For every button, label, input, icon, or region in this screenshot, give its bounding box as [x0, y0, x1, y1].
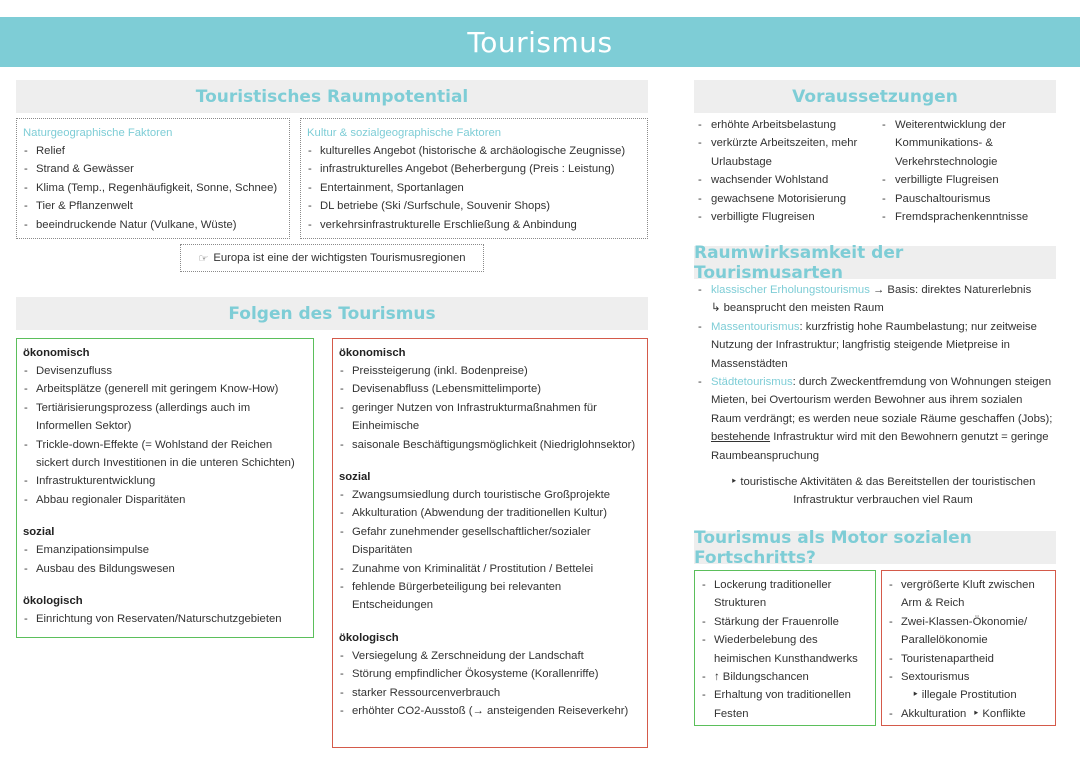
motor-heading: Tourismus als Motor sozialen Fortschritts? [694, 531, 1056, 564]
europa-note-text: Europa ist eine der wichtigsten Tourismusregionen [213, 252, 466, 264]
list-item: - DL betriebe (Ski /Surfschule, Souvenir Shops) [307, 197, 641, 215]
motor-contra-box [881, 570, 1056, 726]
list-item: - Stärkung der Frauenrolle [701, 613, 869, 631]
massentourismus-text: : kurzfristig hohe Raumbelastung; nur zeitweise Nutzung der Infrastruktur; langfristig steigende Mietpreise in Massenstädten [711, 320, 1037, 370]
page-title: Tourismus [467, 25, 613, 59]
list-item: ‣ illegale Prostitution [912, 689, 1017, 702]
list-item: - Zwangsumsiedlung durch touristische Großprojekte [339, 486, 641, 504]
folgen-heading: Folgen des Tourismus [16, 297, 648, 330]
raumwirksamkeit-fazit: ‣ touristische Aktivitäten & das Bereitstellen der touristischen Infrastruktur verbrauchen viel Raum [730, 476, 1036, 507]
list-item: - infrastrukturelles Angebot (Beherbergung (Preis : Leistung) [307, 160, 641, 178]
staedtetourismus-item [697, 373, 1053, 465]
list-item: - geringer Nutzen von Infrastrukturmaßnahmen für Einheimische [339, 399, 641, 436]
list-item: - wachsender Wohlstand [697, 171, 875, 189]
kultur-faktoren-list [307, 142, 641, 234]
list-item: - Fremdsprachenkenntnisse [881, 208, 1051, 226]
list-item: - Erhaltung von traditionellen Festen [701, 686, 869, 723]
list-item: - saisonale Beschäftigungsmöglichkeit (Niedriglohnsektor) [339, 436, 641, 454]
motor-contra-list [888, 576, 1049, 723]
positiv-oek-list [23, 362, 307, 509]
category-label: ökonomisch [23, 347, 90, 359]
raumpotential-heading: Touristisches Raumpotential [16, 80, 648, 113]
category-label: sozial [23, 526, 55, 539]
europa-note [180, 244, 484, 272]
staedtetourismus-term: Städtetourismus [711, 376, 793, 389]
natur-faktoren-title: Naturgeographische Faktoren [23, 127, 173, 139]
list-item: - vergrößerte Kluft zwischen Arm & Reich [888, 576, 1049, 613]
list-item: - erhöhte Arbeitsbelastung [697, 116, 875, 134]
list-item: - Arbeitsplätze (generell mit geringem Know-How) [23, 380, 307, 398]
list-item: - Akkulturation (Abwendung der traditionellen Kultur) [339, 504, 641, 522]
list-item: - Gefahr zunehmender gesellschaftlicher/sozialer Disparitäten [339, 523, 641, 560]
natur-faktoren-box [16, 118, 290, 239]
list-item: - Tertiärisierungsprozess (allerdings auch im Informellen Sektor) [23, 399, 307, 436]
list-item: - verbilligte Flugreisen [697, 208, 875, 226]
list-item: - Abbau regionaler Disparitäten [23, 491, 307, 509]
list-item: - Tier & Pflanzenwelt [23, 197, 283, 215]
massentourismus-term: Massentourismus [711, 320, 800, 333]
list-item: - verbilligte Flugreisen [881, 171, 1051, 189]
list-item: - Preissteigerung (inkl. Bodenpreise) [339, 362, 641, 380]
list-item: - Versiegelung & Zerschneidung der Landschaft [339, 647, 641, 665]
list-item: - ↑ Bildungschancen [701, 668, 869, 686]
motor-pro-box [694, 570, 876, 726]
list-item: - Weiterentwicklung der Kommunikations- & Verkehrstechnologie [881, 116, 1051, 171]
raumwirksamkeit-heading: Raumwirksamkeit der Tourismusarten [694, 246, 1056, 279]
category-label: ökonomisch [339, 347, 406, 359]
positiv-soz-list [23, 541, 307, 578]
negativ-soz-list [339, 486, 641, 615]
voraussetzungen-heading: Voraussetzungen [694, 80, 1056, 113]
list-item: - Zwei-Klassen-Ökonomie/ Parallelökonomie [888, 613, 1049, 650]
voraussetzungen-left-list [697, 116, 875, 226]
folgen-positiv-box [16, 338, 314, 638]
list-item: - starker Ressourcenverbrauch [339, 684, 641, 702]
list-item: - Pauschaltourismus [881, 190, 1051, 208]
category-label: ökologisch [339, 631, 399, 644]
list-item: - verkehrsinfrastrukturelle Erschließung & Anbindung [307, 216, 641, 234]
pointing-hand-icon: ☞ [198, 252, 209, 265]
list-item: - Strand & Gewässer [23, 160, 283, 178]
list-item: - Akkulturation ‣ Konflikte [888, 705, 1049, 723]
list-item: - Relief [23, 142, 283, 160]
erholungstourismus-text: → Basis: direktes Naturerlebnis [873, 284, 1032, 296]
massentourismus-item [697, 318, 1053, 373]
list-item: - Störung empfindlicher Ökosysteme (Korallenriffe) [339, 665, 641, 683]
list-item: - Einrichtung von Reservaten/Naturschutzgebieten [23, 610, 307, 628]
staedtetourismus-text: : durch Zweckentfremdung von Wohnungen steigen Mieten, bei Overtourism werden Bewohner aus ihrem sozialen Raum verdrängt; es werden neue soziale Räume geschaffen (Jobs); [711, 376, 1053, 425]
list-item: - Infrastrukturentwicklung [23, 472, 307, 490]
motor-pro-list [701, 576, 869, 723]
erholungstourismus-sub: ↳ beansprucht den meisten Raum [711, 302, 884, 315]
list-item: - verkürzte Arbeitszeiten, mehr Urlaubstage [697, 134, 875, 171]
list-item: - Touristenapartheid [888, 650, 1049, 668]
erholungstourismus-item [697, 281, 1053, 318]
list-item: - fehlende Bürgerbeteiligung bei relevanten Entscheidungen [339, 578, 641, 615]
list-item: - Entertainment, Sportanlagen [307, 179, 641, 197]
kultur-faktoren-box [300, 118, 648, 239]
natur-faktoren-list [23, 142, 283, 234]
raumwirksamkeit-list [697, 281, 1053, 465]
list-item: - Ausbau des Bildungswesen [23, 560, 307, 578]
category-label: sozial [339, 471, 371, 484]
erholungstourismus-term: klassischer Erholungstourismus [711, 284, 870, 296]
staedtetourismus-text-2: Infrastruktur wird mit den Bewohnern genutzt = geringe Raumbeanspruchung [711, 431, 1049, 462]
list-item: - erhöhter CO2-Ausstoß (→ ansteigenden Reiseverkehr) [339, 702, 641, 720]
list-item: - gewachsene Motorisierung [697, 190, 875, 208]
list-item: - Lockerung traditioneller Strukturen [701, 576, 869, 613]
voraussetzungen-right-list [881, 116, 1051, 226]
positiv-oeko-list [23, 610, 307, 628]
list-item: - Klima (Temp., Regenhäufigkeit, Sonne, Schnee) [23, 179, 283, 197]
title-banner [0, 17, 1080, 67]
list-item: - Sextourismus [888, 668, 1049, 686]
list-item: - beeindruckende Natur (Vulkane, Wüste) [23, 216, 283, 234]
negativ-oek-list [339, 362, 641, 454]
list-item: - Devisenabfluss (Lebensmittelimporte) [339, 380, 641, 398]
list-item: - Emanzipationsimpulse [23, 541, 307, 559]
folgen-negativ-box [332, 338, 648, 748]
negativ-oeko-list [339, 647, 641, 721]
kultur-faktoren-title: Kultur & sozialgeographische Faktoren [307, 127, 502, 139]
list-item: - kulturelles Angebot (historische & archäologische Zeugnisse) [307, 142, 641, 160]
list-item: - Devisenzufluss [23, 362, 307, 380]
staedtetourismus-underlined: bestehende [711, 431, 771, 444]
list-item: - Wiederbelebung des heimischen Kunsthandwerks [701, 631, 869, 668]
list-item: - Trickle-down-Effekte (= Wohlstand der Reichen sickert durch Investitionen in die unteren Schichten) [23, 436, 307, 473]
list-item: - Zunahme von Kriminalität / Prostitution / Bettelei [339, 560, 641, 578]
category-label: ökologisch [23, 595, 83, 608]
